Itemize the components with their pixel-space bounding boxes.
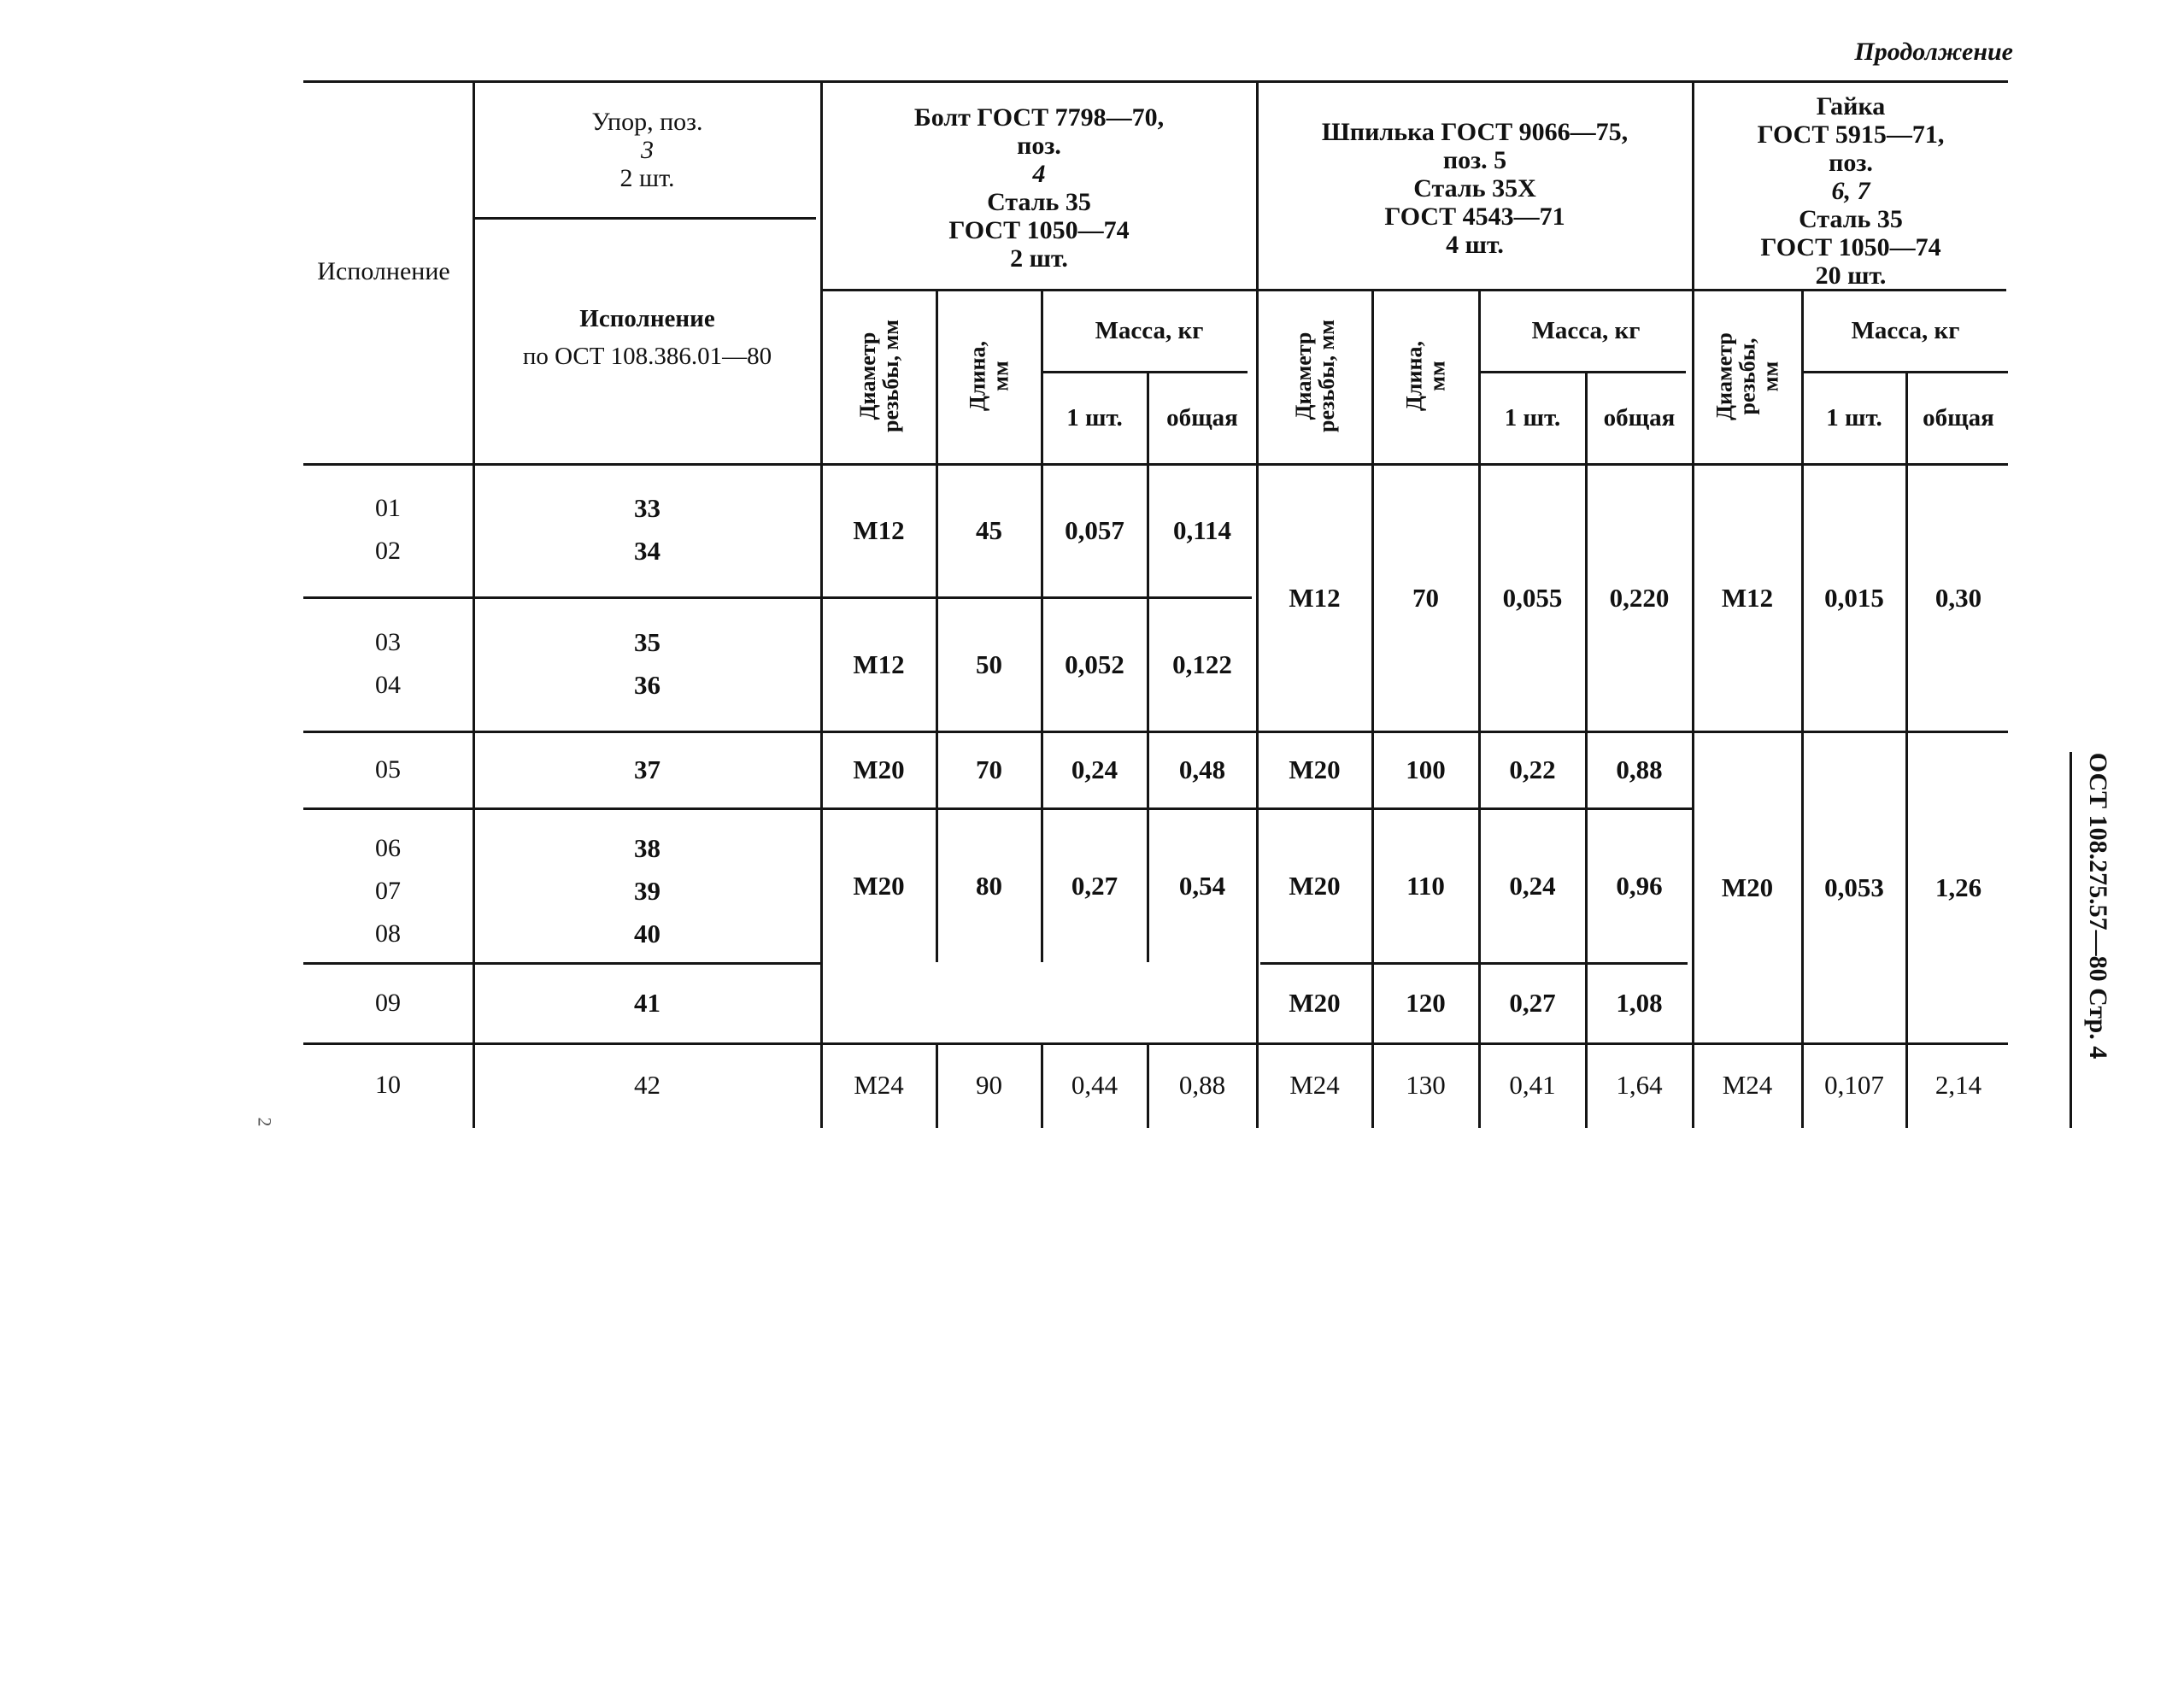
bolt-diameter: М20	[853, 871, 905, 901]
stud-diameter: М24	[1289, 1070, 1340, 1100]
bolt-diameter: М24	[854, 1070, 904, 1100]
stud-diameter: М20	[1289, 755, 1341, 784]
stud-diameter: М20	[1289, 988, 1341, 1018]
variant-04: 04	[375, 671, 401, 699]
bolt-mass-header: Масса, кг	[1095, 316, 1204, 344]
stud-mass-piece: 0,41	[1509, 1070, 1556, 1100]
header-bolt: Болт ГОСТ 7798—70, поз. 4 Сталь 35 ГОСТ 1050—74 2 шт.	[913, 103, 1165, 273]
nut-thread-diameter-header: Диаметр резьбы, мм	[1711, 332, 1783, 420]
stud-mass-total: 0,88	[1616, 755, 1663, 784]
bolt-mass-piece: 0,44	[1071, 1070, 1118, 1100]
nut-mass-total: 0,30	[1934, 582, 1982, 613]
stud-mass-header: Масса, кг	[1531, 316, 1641, 344]
bolt-length: 90	[976, 1070, 1002, 1100]
bolt-mass-piece: 0,052	[1065, 649, 1124, 679]
variant-10: 10	[375, 1071, 401, 1099]
bolt-diameter: М20	[853, 755, 905, 784]
stud-mass-total: 1,64	[1616, 1070, 1663, 1100]
bolt-thread-diameter-header: Диаметр резьбы, мм	[854, 320, 903, 432]
variant-08: 08	[375, 919, 401, 948]
stop-variant-03: 35	[634, 627, 660, 657]
bolt-length: 45	[976, 515, 1002, 545]
nut-diameter: М12	[1721, 582, 1774, 613]
bolt-diameter: М12	[853, 649, 905, 679]
bolt-mass-piece: 0,057	[1065, 515, 1124, 545]
stud-mass-total: 1,08	[1616, 988, 1663, 1018]
bolt-length: 70	[976, 755, 1002, 784]
stop-variant-08: 40	[634, 919, 660, 948]
stud-thread-diameter-header: Диаметр резьбы, мм	[1290, 320, 1339, 432]
stud-diameter: М20	[1289, 871, 1341, 901]
bolt-mass-total: 0,88	[1178, 1070, 1226, 1100]
bolt-diameter: М12	[853, 515, 905, 545]
header-nut: Гайка ГОСТ 5915—71, поз. 6, 7 Сталь 35 ГОСТ 1050—74 20 шт.	[1757, 91, 1945, 290]
bolt-mass-total: 0,48	[1178, 755, 1226, 784]
stud-mass-piece: 0,27	[1509, 988, 1556, 1018]
nut-mass-piece: 0,107	[1824, 1070, 1884, 1100]
continuation-label: Продолжение	[1854, 38, 2013, 66]
variant-01: 01	[375, 494, 401, 522]
bolt-mass-total: 0,114	[1172, 515, 1232, 545]
variant-03: 03	[375, 628, 401, 656]
bolt-mass-piece: 0,24	[1071, 755, 1118, 784]
stud-length: 110	[1406, 871, 1445, 901]
stop-variant-09: 41	[634, 988, 660, 1018]
stud-mass-piece: 0,24	[1509, 871, 1556, 901]
stud-mass-total: 0,96	[1616, 871, 1663, 901]
nut-mass-total: 2,14	[1934, 1070, 1982, 1100]
stop-variant-07: 39	[634, 876, 660, 906]
stop-variant-01: 33	[634, 493, 660, 523]
stud-mass-total-header: общая	[1603, 403, 1676, 432]
nut-diameter: М20	[1721, 872, 1774, 902]
bolt-length-header: Длина, мм	[965, 341, 1013, 411]
header-stop: Упор, поз. 3 2 шт.	[591, 107, 703, 192]
stud-length: 100	[1406, 755, 1446, 784]
nut-mass-header: Масса, кг	[1851, 316, 1960, 344]
bolt-mass-per-piece-header: 1 шт.	[1066, 403, 1123, 432]
bolt-mass-total: 0,122	[1172, 649, 1232, 679]
stud-mass-total: 0,220	[1609, 582, 1670, 613]
stud-diameter: М12	[1289, 582, 1341, 613]
stop-variant-02: 34	[634, 536, 660, 566]
nut-mass-total-header: общая	[1923, 403, 1994, 432]
nut-mass-total: 1,26	[1934, 872, 1982, 902]
stud-mass-piece: 0,22	[1509, 755, 1556, 784]
header-stud: Шпилька ГОСТ 9066—75, поз. 5 Сталь 35Х ГОСТ 4543—71 4 шт.	[1321, 117, 1629, 259]
side-label-rule	[2070, 752, 2072, 1128]
nut-mass-piece: 0,053	[1824, 872, 1884, 902]
variant-07: 07	[375, 877, 401, 905]
header-variant: Исполнение	[317, 257, 450, 285]
bolt-length: 80	[976, 871, 1002, 901]
stud-length: 130	[1406, 1070, 1446, 1100]
stud-length-header: Длина, мм	[1401, 341, 1450, 411]
bolt-mass-piece: 0,27	[1071, 871, 1118, 901]
variant-09: 09	[375, 989, 401, 1017]
stop-variant-05: 37	[634, 755, 660, 784]
stud-mass-per-piece-header: 1 шт.	[1504, 403, 1561, 432]
stop-variant-10: 42	[634, 1070, 660, 1100]
variant-05: 05	[375, 755, 401, 784]
stud-length: 70	[1412, 582, 1439, 613]
margin-mark: 2	[254, 1117, 276, 1127]
variant-06: 06	[375, 834, 401, 862]
side-label: ОСТ 108.275.57—80 Стр. 4	[2084, 752, 2112, 1060]
stud-mass-piece: 0,055	[1502, 582, 1563, 613]
variant-02: 02	[375, 537, 401, 565]
stop-variant-04: 36	[634, 670, 660, 700]
bolt-mass-total-header: общая	[1166, 403, 1238, 432]
bolt-length: 50	[976, 649, 1002, 679]
header-stop-variant: Исполнение по ОСТ 108.386.01—80	[522, 305, 772, 370]
nut-mass-per-piece-header: 1 шт.	[1826, 403, 1882, 432]
bolt-mass-total: 0,54	[1178, 871, 1226, 901]
nut-diameter: М24	[1722, 1070, 1773, 1100]
stud-length: 120	[1406, 988, 1446, 1018]
nut-mass-piece: 0,015	[1824, 582, 1884, 613]
stop-variant-06: 38	[634, 833, 660, 863]
